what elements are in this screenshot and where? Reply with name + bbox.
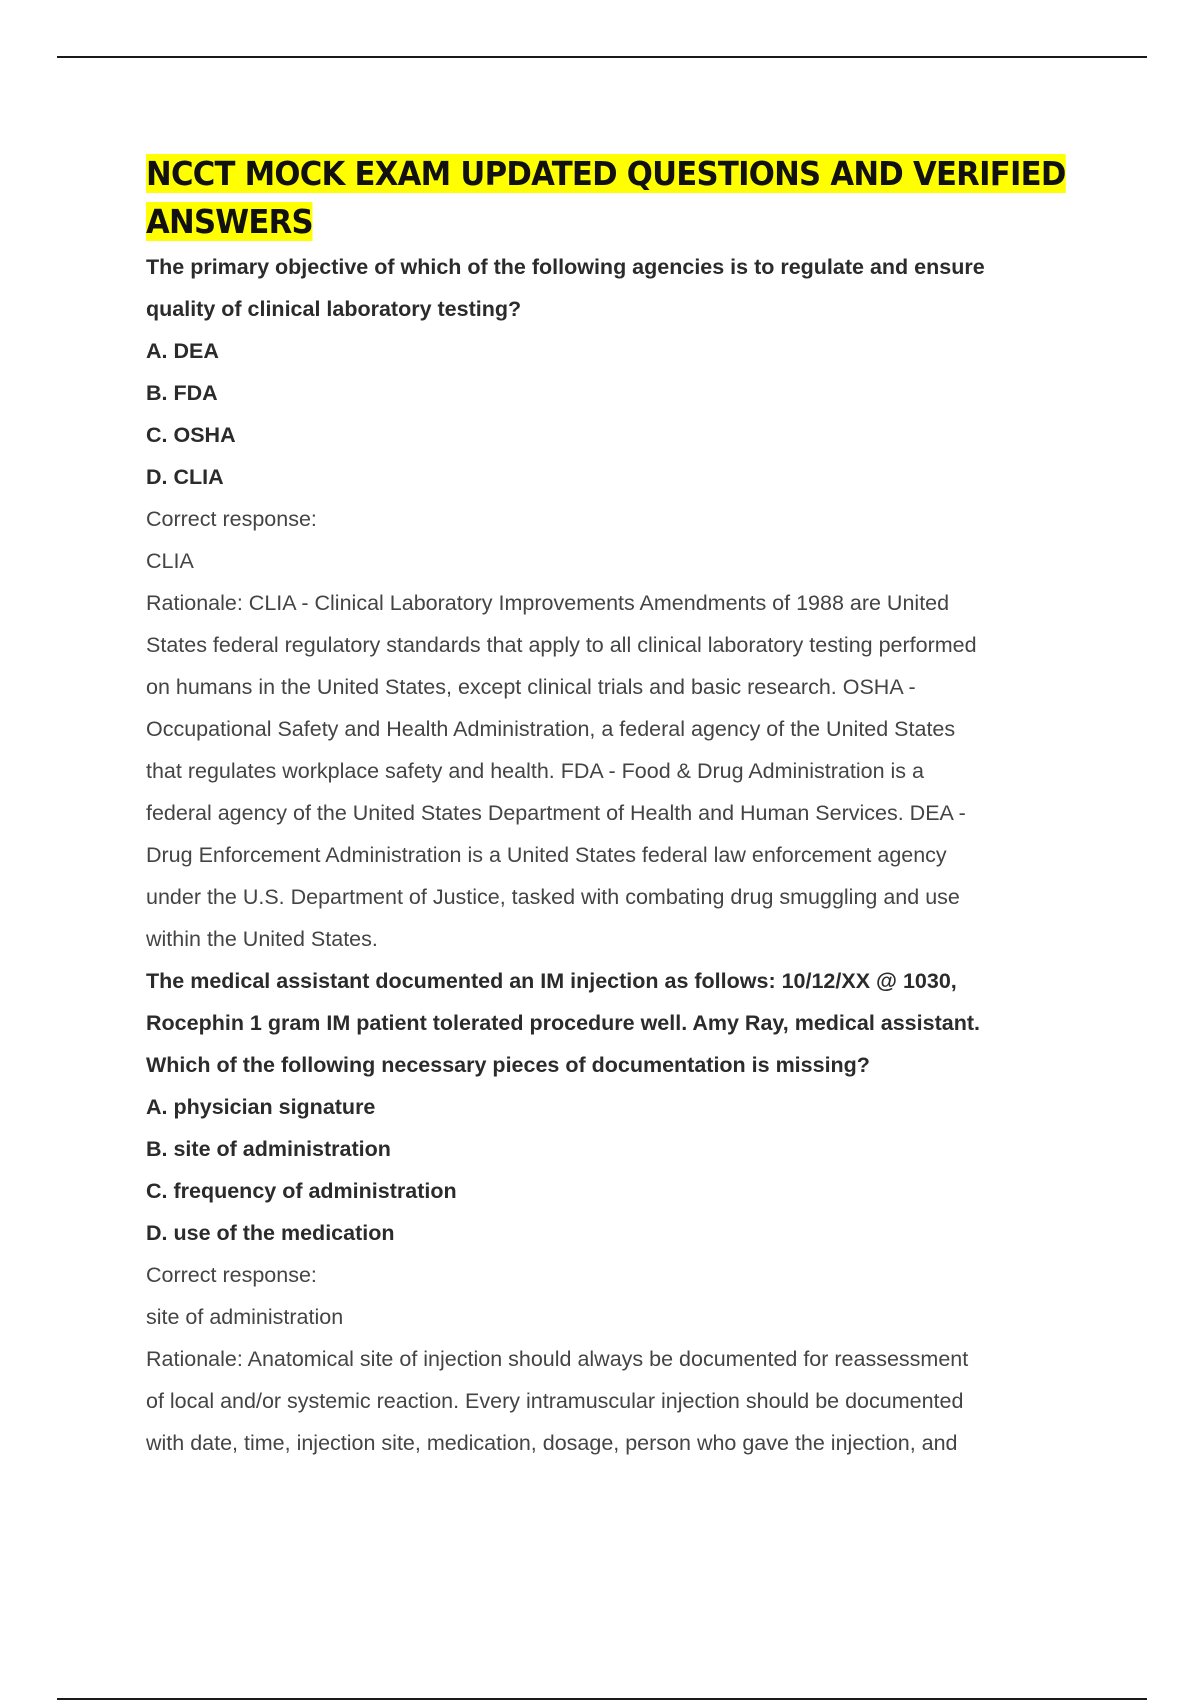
rationale-line: under the U.S. Department of Justice, tasked with combating drug smuggling and use xyxy=(146,885,960,909)
question-block-2 xyxy=(146,960,1096,1464)
rationale-line: with date, time, injection site, medication, dosage, person who gave the injection, and xyxy=(146,1431,958,1455)
answer-option-a: A. physician signature xyxy=(146,1095,376,1119)
answer-option-b: B. site of administration xyxy=(146,1137,391,1161)
title-highlight-line1: NCCT MOCK EXAM UPDATED QUESTIONS AND VERIFIED xyxy=(146,154,1066,193)
rationale-line: of local and/or systemic reaction. Every intramuscular injection should be documented xyxy=(146,1389,964,1413)
question-block-1 xyxy=(146,246,1096,960)
answer-option-b: B. FDA xyxy=(146,381,218,405)
answer-option-c: C. frequency of administration xyxy=(146,1179,457,1203)
answer-option-c: C. OSHA xyxy=(146,423,236,447)
answer-option-a: A. DEA xyxy=(146,339,219,363)
rationale-line: Occupational Safety and Health Administration, a federal agency of the United States xyxy=(146,717,956,741)
correct-response-label: Correct response: xyxy=(146,507,317,531)
rationale-line: federal agency of the United States Department of Health and Human Services. DEA - xyxy=(146,801,966,825)
document-title xyxy=(146,150,1085,246)
correct-response-value: site of administration xyxy=(146,1305,344,1329)
header-rule xyxy=(57,56,1147,58)
rationale-line: that regulates workplace safety and health. FDA - Food & Drug Administration is a xyxy=(146,759,924,783)
rationale-line: on humans in the United States, except clinical trials and basic research. OSHA - xyxy=(146,675,916,699)
title-highlight-line2: ANSWERS xyxy=(146,202,313,241)
rationale-line: States federal regulatory standards that apply to all clinical laboratory testing performed xyxy=(146,633,977,657)
rationale-line: within the United States. xyxy=(146,927,378,951)
answer-option-d: D. CLIA xyxy=(146,465,224,489)
question-text: Rocephin 1 gram IM patient tolerated procedure well. Amy Ray, medical assistant. xyxy=(146,1011,980,1035)
rationale-line: Drug Enforcement Administration is a United States federal law enforcement agency xyxy=(146,843,947,867)
answer-option-d: D. use of the medication xyxy=(146,1221,395,1245)
question-text: quality of clinical laboratory testing? xyxy=(146,297,522,321)
rationale-line: Rationale: CLIA - Clinical Laboratory Improvements Amendments of 1988 are United xyxy=(146,591,950,615)
correct-response-value: CLIA xyxy=(146,549,194,573)
question-text: Which of the following necessary pieces of documentation is missing? xyxy=(146,1053,870,1077)
rationale-line: Rationale: Anatomical site of injection should always be documented for reassessment xyxy=(146,1347,969,1371)
correct-response-label: Correct response: xyxy=(146,1263,317,1287)
page-content xyxy=(146,150,1096,1464)
question-text: The medical assistant documented an IM injection as follows: 10/12/XX @ 1030, xyxy=(146,969,957,993)
question-text: The primary objective of which of the following agencies is to regulate and ensure xyxy=(146,255,985,279)
